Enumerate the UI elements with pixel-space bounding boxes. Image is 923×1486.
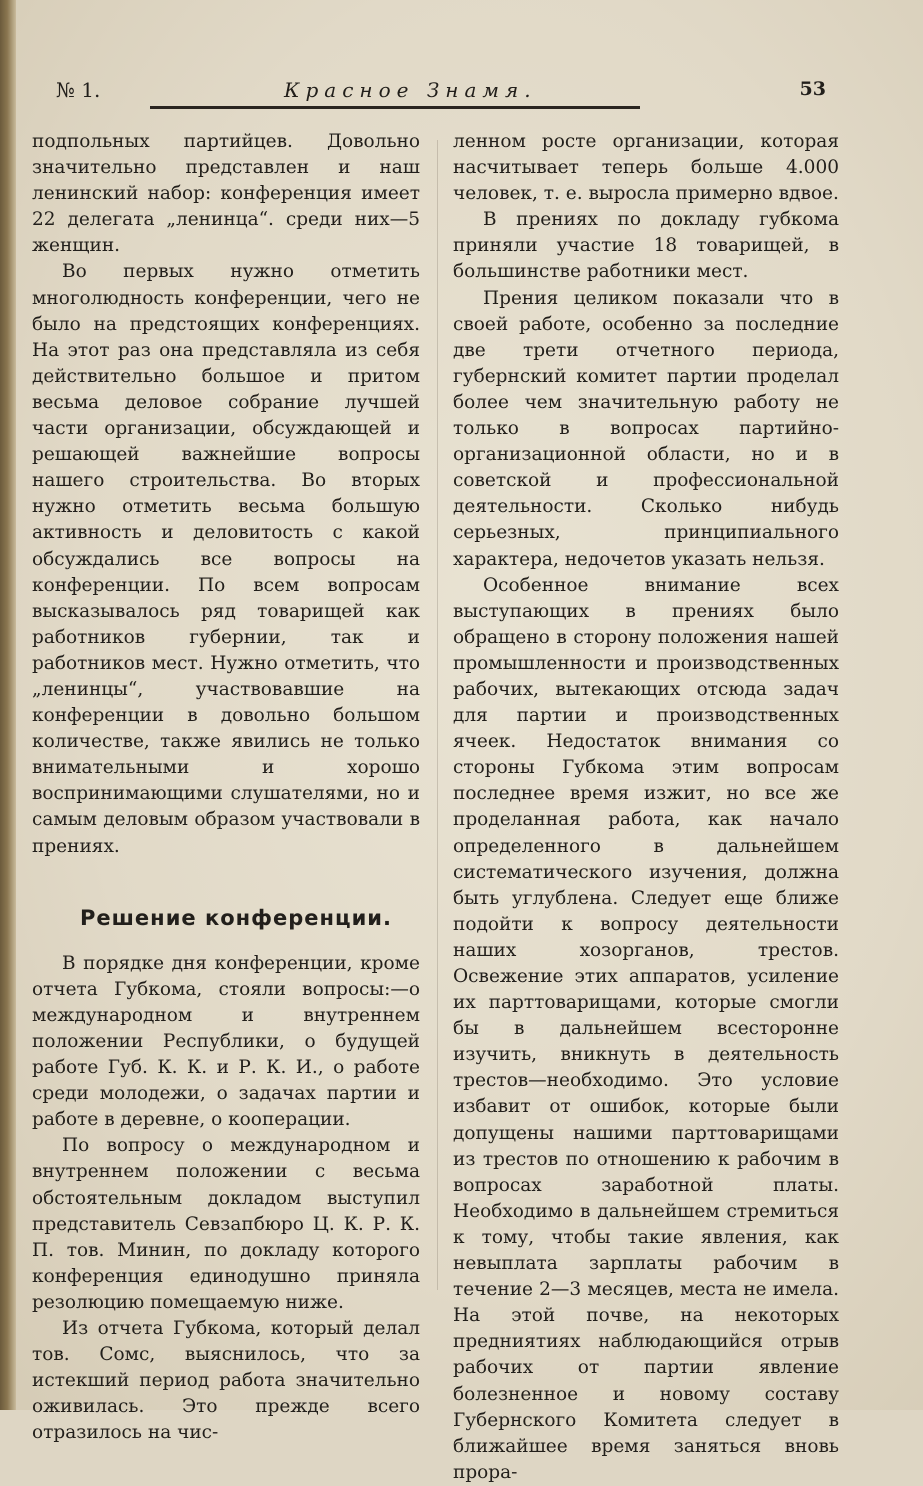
page-number: 53 <box>799 78 826 100</box>
journal-title: Красное Знамя. <box>284 78 537 102</box>
left-column <box>32 129 420 1447</box>
page-edge <box>0 0 16 1410</box>
paragraph: Особенное внимание всех выступающих в прениях было обращено в сторону положения нашей промышленности и производственных рабочих, вытекающих отсюда задач для партии и производственных ячеек. Недостаток внимания со стороны Губкома этим вопросам последнее время изжит, но все же проделанная работа, как начало определенного в дальнейшем систематического изучения, должна быть углублена. Следует еще ближе подойти к вопросу деятельности наших хозорганов, трестов. Освежение этих аппаратов, усиление их парттоварищами, которые смогли бы в дальнейшем всесторонне изучить, вникнуть в деятельность трестов—необходимо. Это условие избавит от ошибок, которые были допущены нашими парттоварищами из трестов по отношению к рабочим в вопросах заработной платы. Необходимо в дальнейшем стремиться к тому, чтобы такие явления, как невыплата зарплаты рабочим в течение 2—3 месяцев, места не имела. На этой почве, на некоторых предниятиях наблюдающийся отрыв рабочих от партии явление болезненное и новому составу Губернского Комитета следует в ближайшее время заняться вновь прора- <box>453 574 839 1483</box>
column-divider <box>437 140 438 1290</box>
issue-number: № 1. <box>56 78 101 102</box>
page-header <box>56 78 826 108</box>
paragraph: подпольных партийцев. Довольно значительно представлен и наш ленинский набор: конференция имеет 22 делегата „ленинца“. среди них—5 женщин. <box>32 131 420 257</box>
right-column <box>453 129 839 1486</box>
paragraph: В порядке дня конференции, кроме отчета Губкома, стояли вопросы:—о международном и внутреннем положении Республики, о будущей работе Губ. К. К. и Р. К. И., о работе среди молодежи, о задачах партии и работе в деревне, о кооперации. <box>32 952 420 1131</box>
section-heading: Решение конференции. <box>80 905 392 930</box>
header-rule <box>150 106 640 109</box>
paragraph: Прения целиком показали что в своей работе, особенно за последние две трети отчетного периода, губернский комитет партии проделал более чем значительную работу не только в вопросах партийно-организационной области, но и в советской и профессиональной деятельности. Сколько нибудь серьезных, принципиального характера, недочетов указать нельзя. <box>453 287 839 570</box>
paragraph: В прениях по докладу губкома приняли участие 18 товарищей, в большинстве работники мест. <box>453 209 839 283</box>
paragraph: Из отчета Губкома, который делал тов. Сомс, выяснилось, что за истекший период работа значительно оживилась. Это прежде всего отразилось на чис- <box>32 1318 420 1444</box>
paragraph: Во первых нужно отметить многолюдность конференции, чего не было на предстоящих конференциях. На этот раз она представляла из себя действительно большое и притом весьма деловое собрание лучшей части организации, обсуждающей и решающей важнейшие вопросы нашего строительства. Во вторых нужно отметить весьма большую активность и деловитость с какой обсуждались все вопросы на конференции. По всем вопросам высказывалось ряд товарищей как работников губернии, так и работников мест. Нужно отметить, что „ленинцы“, участвовавшие на конференции в довольно большом количестве, также явились не только внимательными и хорошо воспринимающими слушателями, но и самым деловым образом участвовали в прениях. <box>32 261 420 857</box>
paragraph: ленном росте организации, которая насчитывает теперь больше 4.000 человек, т. е. выросла примерно вдвое. <box>453 131 839 205</box>
paragraph: По вопросу о международном и внутреннем положении с весьма обстоятельным докладом выступил представитель Севзапбюро Ц. К. Р. К. П. тов. Минин, по докладу которого конференция единодушно приняла резолюцию помещаемую ниже. <box>32 1135 420 1313</box>
